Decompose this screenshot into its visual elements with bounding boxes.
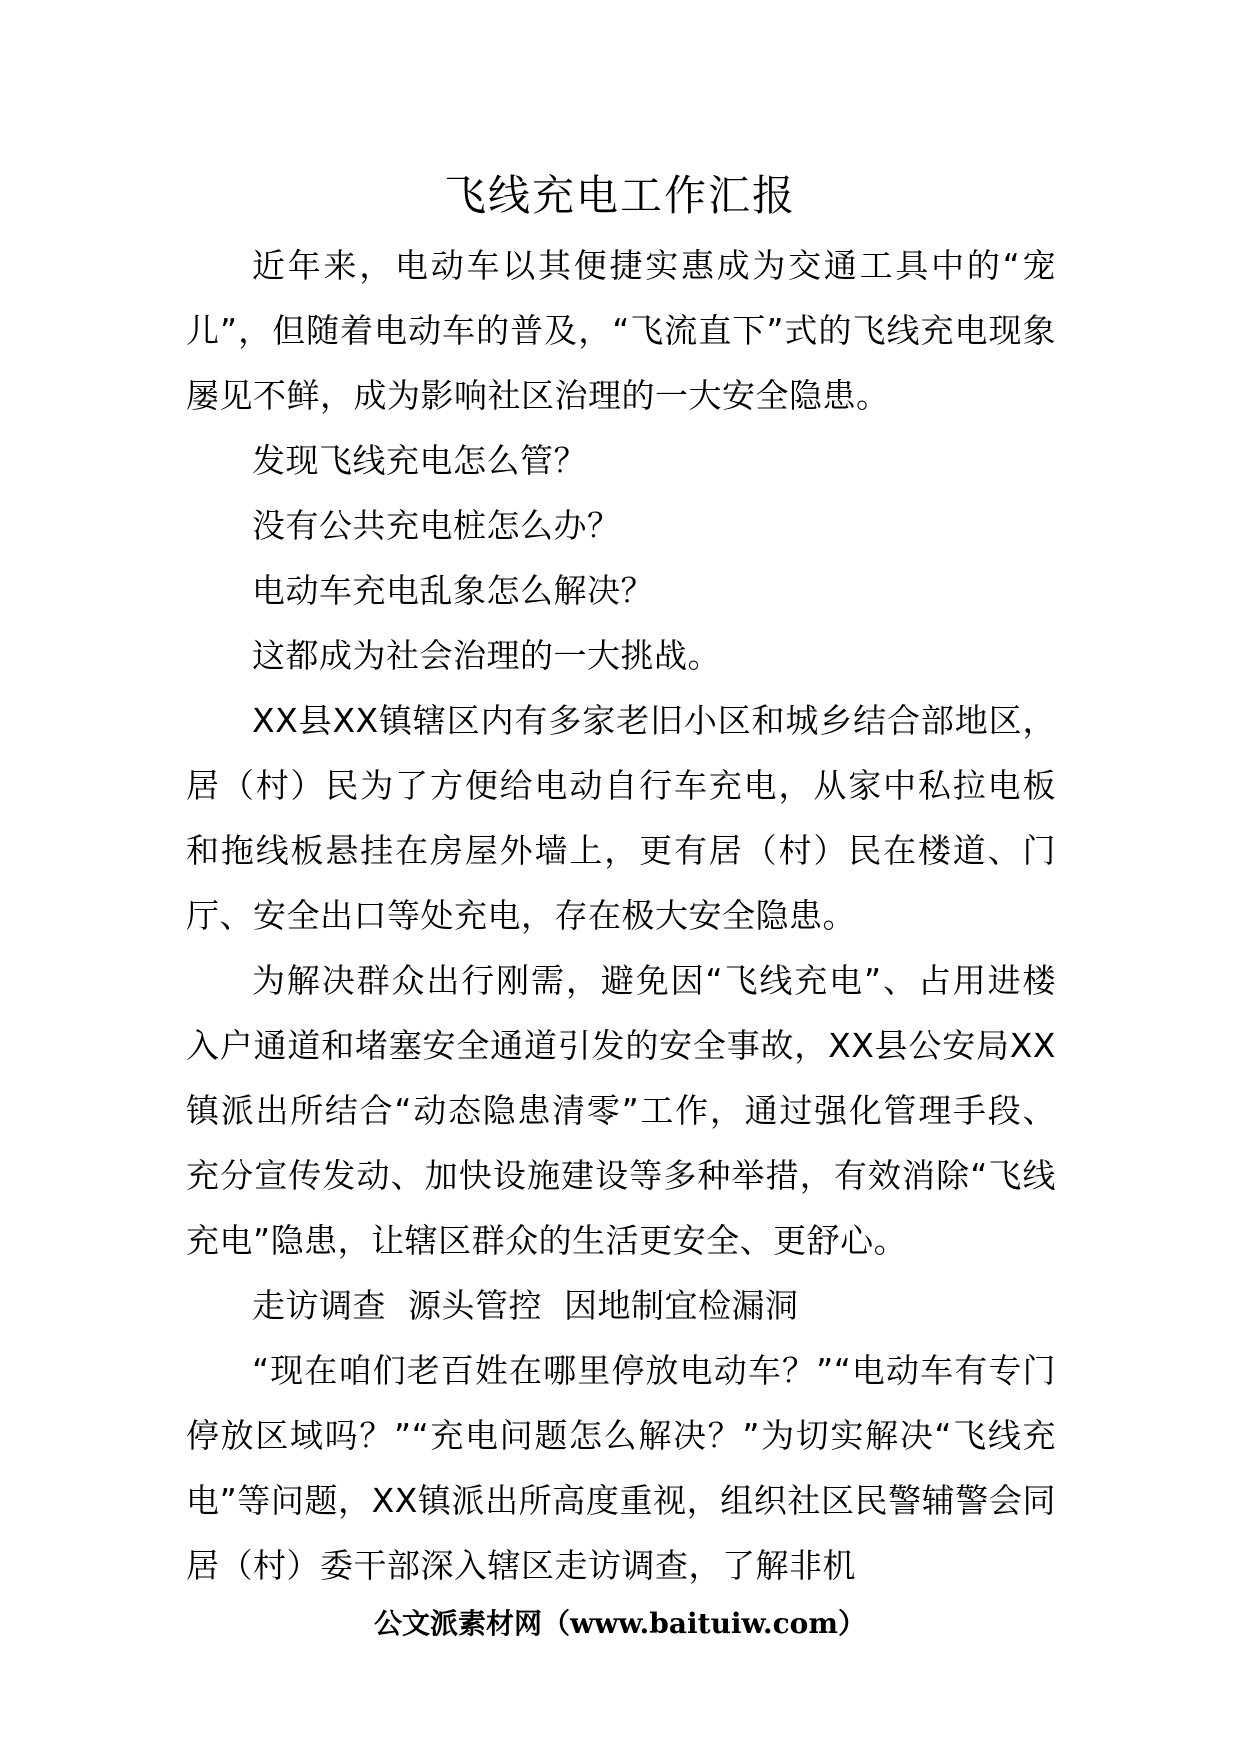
paragraph-intro: 近年来，电动车以其便捷实惠成为交通工具中的“宠儿”，但随着电动车的普及，“飞流直下”式的飞线充电现象屡见不鲜，成为影响社区治理的一大安全隐患。	[186, 246, 1056, 415]
document-title: 飞线充电工作汇报	[443, 171, 796, 220]
paragraph-challenge: 这都成为社会治理的一大挑战。	[252, 636, 721, 675]
paragraph-question-3: 电动车充电乱象怎么解决？	[252, 571, 654, 610]
footer-watermark: 公文派素材网（www.baituiw.com）	[374, 1607, 866, 1640]
paragraph-measures: 为解决群众出行刚需，避免因“飞线充电”、占用进楼入户通道和堵塞安全通道引发的安全事故，XX县公安局XX镇派出所结合“动态隐患清零”工作，通过强化管理手段、充分宣传发动、加快设施建设等多种举措，有效消除“飞线充电”隐患，让辖区群众的生活更安全、更舒心。	[186, 961, 1056, 1260]
paragraph-question-2: 没有公共充电桩怎么办？	[252, 506, 621, 545]
paragraph-situation: XX县XX镇辖区内有多家老旧小区和城乡结合部地区，居（村）民为了方便给电动自行车充电，从家中私拉电板和拖线板悬挂在房屋外墙上，更有居（村）民在楼道、门厅、安全出口等处充电，存在极大安全隐患。	[186, 701, 1056, 935]
document-body	[186, 233, 1056, 1598]
section-heading: 走访调查 源头管控 因地制宜检漏洞	[252, 1286, 799, 1325]
paragraph-investigation: “现在咱们老百姓在哪里停放电动车？”“电动车有专门停放区域吗？”“充电问题怎么解决？”为切实解决“飞线充电”等问题，XX镇派出所高度重视，组织社区民警辅警会同居（村）委干部深入辖区走访调查，了解非机	[186, 1351, 1056, 1585]
paragraph-question-1: 发现飞线充电怎么管？	[252, 441, 587, 480]
